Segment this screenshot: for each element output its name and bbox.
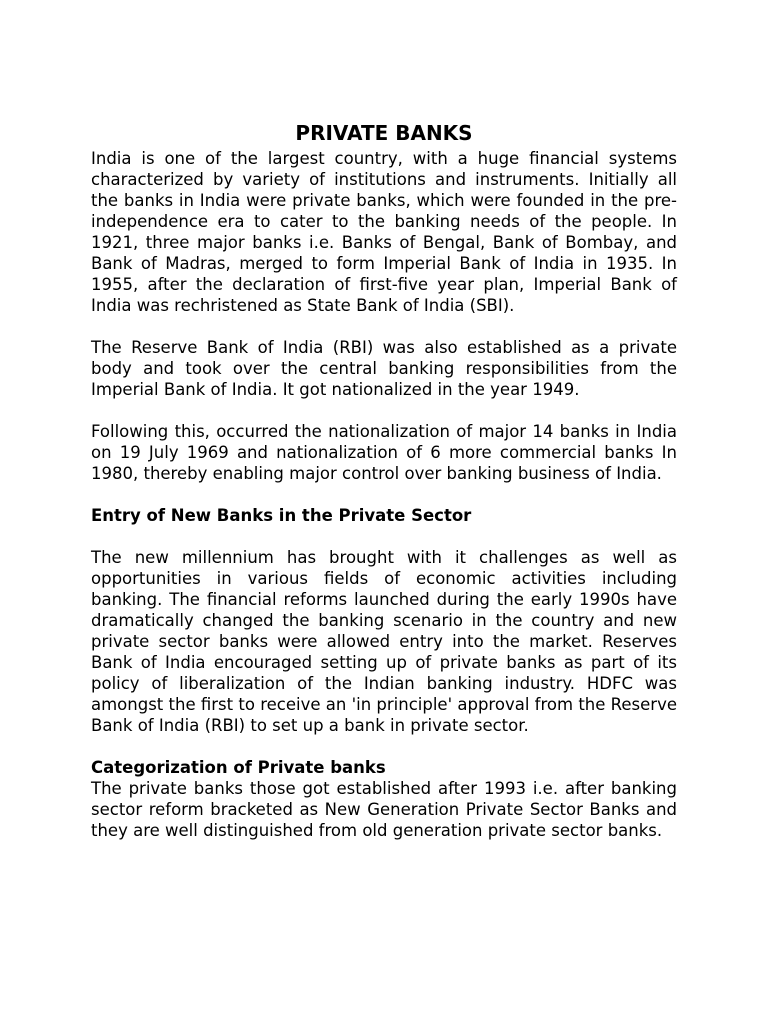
- section-heading-entry: Entry of New Banks in the Private Sector: [91, 506, 472, 525]
- page-title: PRIVATE BANKS: [295, 121, 473, 145]
- section-heading-categorization: Categorization of Private banks: [91, 758, 386, 777]
- paragraph-rbi: The Reserve Bank of India (RBI) was also established as a private body and took over the central banking responsibilities from the Imperial Bank of India. It got nationalized in the year 1949.: [91, 338, 677, 399]
- paragraph-nationalization: Following this, occurred the nationalization of major 14 banks in India on 19 July 1969 and nationalization of 6 more commercial banks In 1980, thereby enabling major control over banking business of India.: [91, 422, 677, 483]
- paragraph-new-millennium: The new millennium has brought with it challenges as well as opportunities in various fields of economic activities including banking. The financial reforms launched during the early 1990s have dramatically changed the banking scenario in the country and new private sector banks were allowed entry into the market. Reserves Bank of India encouraged setting up of private banks as part of its policy of liberalization of the Indian banking industry. HDFC was amongst the first to receive an 'in principle' approval from the Reserve Bank of India (RBI) to set up a bank in private sector.: [91, 548, 677, 735]
- paragraph-categorization: The private banks those got established after 1993 i.e. after banking sector reform bracketed as New Generation Private Sector Banks and they are well distinguished from old generation private sector banks.: [91, 779, 677, 840]
- paragraph-history: India is one of the largest country, with a huge financial systems characterized by variety of institutions and instruments. Initially all the banks in India were private banks, which were founded in the pre-independence era to cater to the banking needs of the people. In 1921, three major banks i.e. Banks of Bengal, Bank of Bombay, and Bank of Madras, merged to form Imperial Bank of India in 1935. In 1955, after the declaration of first-five year plan, Imperial Bank of India was rechristened as State Bank of India (SBI).: [91, 149, 677, 315]
